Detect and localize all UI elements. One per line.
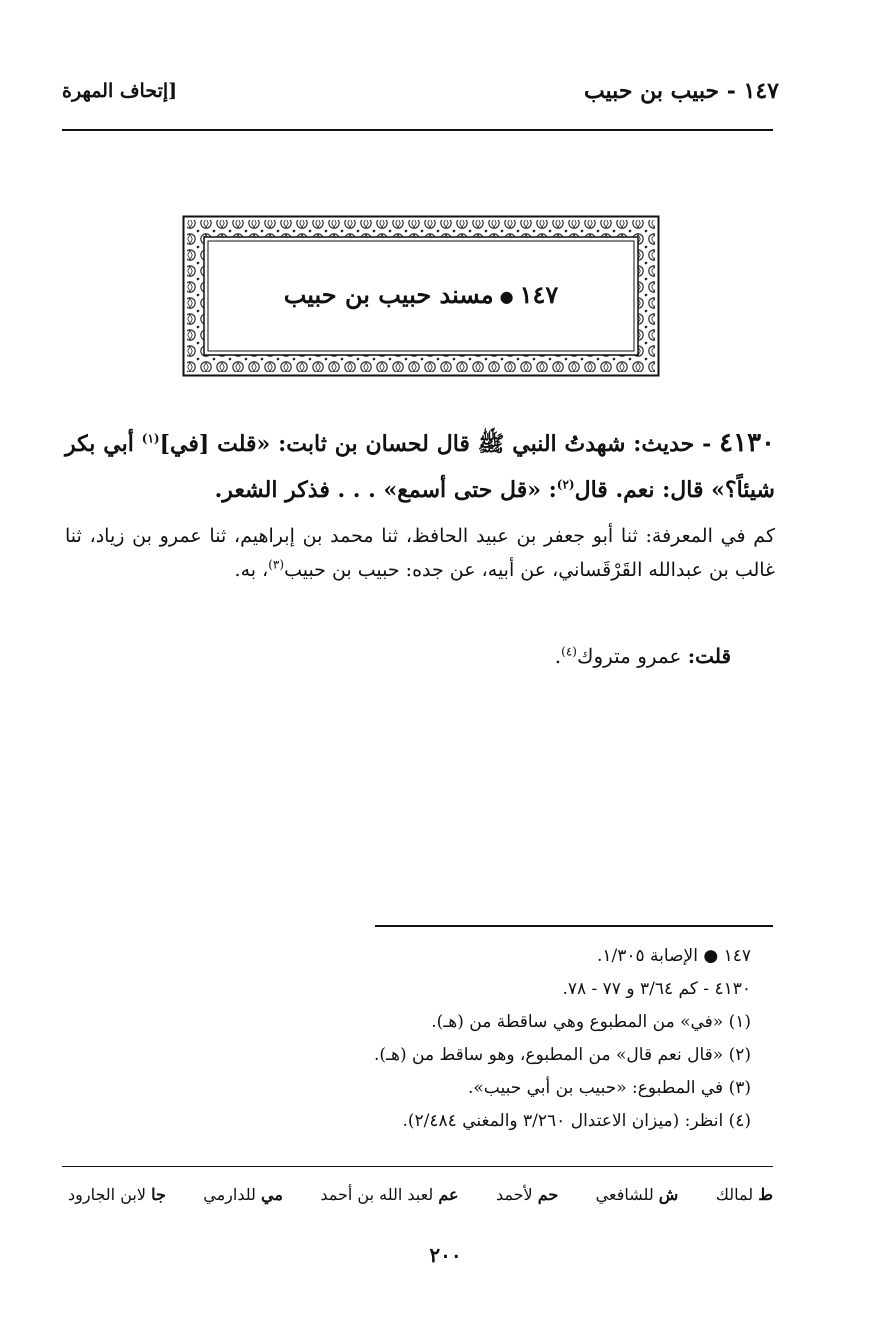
chapter-title-header: ١٤٧ - حبيب بن حبيب xyxy=(583,78,779,104)
abbreviation-item: عم لعبد الله بن أحمد xyxy=(320,1185,459,1204)
author-note-text: عمرو متروك xyxy=(576,644,688,668)
abbreviation-item: مي للدارمي xyxy=(203,1185,283,1204)
abbreviation-item: ش للشافعي xyxy=(595,1185,679,1204)
abbreviation-item: حم لأحمد xyxy=(495,1185,559,1204)
isnad-text-part-2: ، به. xyxy=(234,559,269,581)
author-note xyxy=(555,644,731,668)
musnad-number: ١٤٧ xyxy=(519,280,559,309)
footnote-ref-1: (١) xyxy=(141,431,160,446)
abbreviation-item: ط لمالك xyxy=(715,1185,773,1204)
header-rule xyxy=(62,129,773,131)
hadith-text-part-3: : «قل حتى أسمع» . . . فذكر الشعر. xyxy=(214,477,557,503)
musnad-title xyxy=(182,280,660,309)
bullet-icon: ● xyxy=(499,287,514,306)
author-note-label: قلت: xyxy=(687,644,731,668)
footnote-item: (٤) انظر: (ميزان الاعتدال ٣/٢٦٠ والمغني ٢/٤٨٤). xyxy=(402,1111,751,1131)
footnote-item: (٣) في المطبوع: «حبيب بن أبي حبيب». xyxy=(467,1078,751,1098)
footnote-ref-2: (٢) xyxy=(556,477,575,492)
hadith-number: ٤١٣٠ xyxy=(719,428,775,458)
footnote-item: ١٤٧ ● الإصابة ١/٣٠٥. xyxy=(596,946,751,966)
footnotes-rule xyxy=(375,925,773,927)
footnotes-list xyxy=(151,940,751,1138)
footnote-item: (٢) «قال نعم قال» من المطبوع، وهو ساقط من (هـ). xyxy=(374,1045,751,1065)
footnote-item: ٤١٣٠ - كم ٣/٦٤ و ٧٧ - ٧٨. xyxy=(562,979,751,999)
hadith-text-part-1: - حديث: شهدتُ النبي ﷺ قال لحسان بن ثابت: «قلت [في] xyxy=(159,431,720,457)
footnote-item: (١) «في» من المطبوع وهي ساقطة من (هـ). xyxy=(431,1012,751,1032)
book-title-header: [إتحاف المهرة xyxy=(62,80,178,102)
footnote-ref-4: (٤) xyxy=(561,644,577,659)
isnad-text xyxy=(65,519,775,587)
page-number: ٢٠٠ xyxy=(429,1243,462,1267)
abbreviation-item: جا لابن الجارود xyxy=(68,1185,166,1204)
musnad-name: مسند حبيب بن حبيب xyxy=(283,280,494,309)
abbreviations-rule xyxy=(62,1166,773,1167)
isnad-text-part-1: كم في المعرفة: ثنا أبو جعفر بن عبيد الحافظ، ثنا محمد بن إبراهيم، ثنا عمرو بن زياد، ثنا غالب بن عبدالله القَرْقَساني، عن أبيه، عن جده: حبيب بن حبيب xyxy=(65,525,775,581)
footnote-ref-3: (٣) xyxy=(268,557,285,572)
abbreviations-key xyxy=(68,1185,773,1204)
hadith-text-part-2: أبي بكر شيئاً؟» قال: نعم. قال xyxy=(65,431,775,503)
hadith-text xyxy=(65,420,775,513)
author-note-end: . xyxy=(554,644,562,668)
